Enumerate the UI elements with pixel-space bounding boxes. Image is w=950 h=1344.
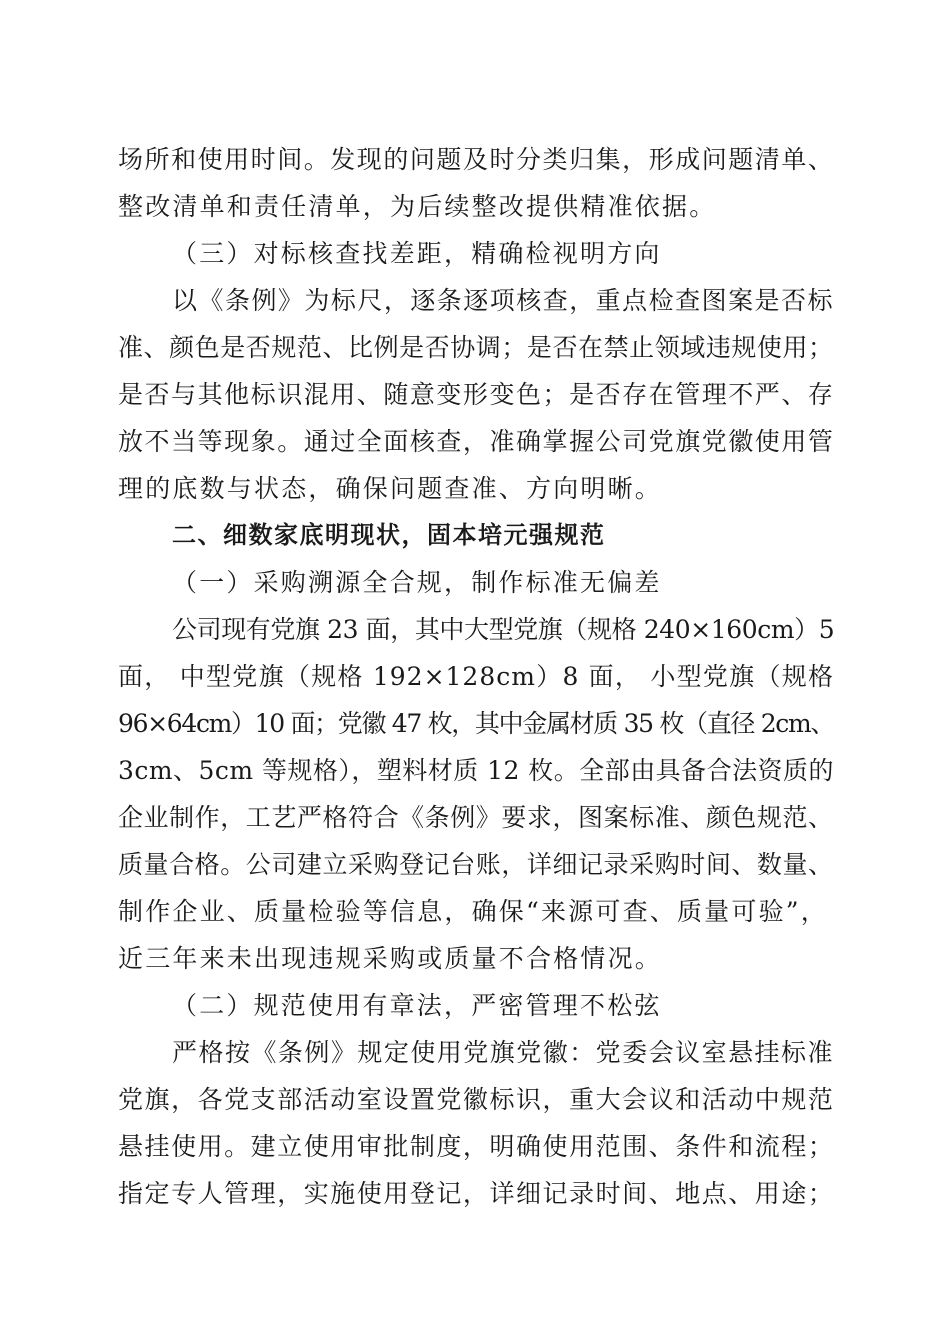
paragraph-line: 是否与其他标识混用、随意变形变色；是否存在管理不严、存 xyxy=(118,380,835,409)
paragraph-line: 整改清单和责任清单，为后续整改提供精准依据。 xyxy=(118,192,717,221)
paragraph-line: 公司现有党旗 23 面，其中大型党旗（规格 240×160cm）5 xyxy=(172,615,835,644)
section-heading-2: 二、细数家底明现状，固本培元强规范 xyxy=(172,521,606,549)
paragraph-line: 放不当等现象。通过全面核查，准确掌握公司党旗党徽使用管 xyxy=(118,427,835,456)
paragraph-line: 党旗，各党支部活动室设置党徽标识，重大会议和活动中规范 xyxy=(118,1085,835,1114)
paragraph-line: 以《条例》为标尺，逐条逐项核查，重点检查图案是否标 xyxy=(172,286,835,315)
section-heading-3: （一）采购溯源全合规，制作标准无偏差 xyxy=(172,568,662,597)
paragraph-line: 指定专人管理，实施使用登记，详细记录时间、地点、用途； xyxy=(118,1179,835,1208)
paragraph-line: 企业制作，工艺严格符合《条例》要求，图案标准、颜色规范、 xyxy=(118,803,834,832)
paragraph-line: 面， 中型党旗（规格 192×128cm）8 面， 小型党旗（规格 xyxy=(118,662,834,691)
paragraph-line: 严格按《条例》规定使用党旗党徽：党委会议室悬挂标准 xyxy=(172,1038,835,1067)
section-heading-3: （三）对标核查找差距，精确检视明方向 xyxy=(172,239,662,268)
section-heading-3: （二）规范使用有章法，严密管理不松弦 xyxy=(172,991,662,1020)
paragraph-line: 场所和使用时间。发现的问题及时分类归集，形成问题清单、 xyxy=(118,145,835,174)
paragraph-line: 理的底数与状态，确保问题查准、方向明晰。 xyxy=(118,474,663,503)
paragraph-line: 悬挂使用。建立使用审批制度，明确使用范围、条件和流程； xyxy=(118,1132,835,1161)
paragraph-line: 制作企业、质量检验等信息，确保“来源可查、质量可验”， xyxy=(118,897,828,926)
paragraph-line: 96×64cm）10 面；党徽 47 枚，其中金属材质 35 枚（直径 2cm、 xyxy=(118,709,835,738)
paragraph-line: 质量合格。公司建立采购登记台账，详细记录采购时间、数量、 xyxy=(118,850,834,879)
paragraph-line: 准、颜色是否规范、比例是否协调；是否在禁止领域违规使用； xyxy=(118,333,834,362)
paragraph-line: 3cm、5cm 等规格），塑料材质 12 枚。全部由具备合法资质的 xyxy=(118,756,834,785)
paragraph-line: 近三年来未出现违规采购或质量不合格情况。 xyxy=(118,944,663,973)
document-body xyxy=(118,136,834,1217)
